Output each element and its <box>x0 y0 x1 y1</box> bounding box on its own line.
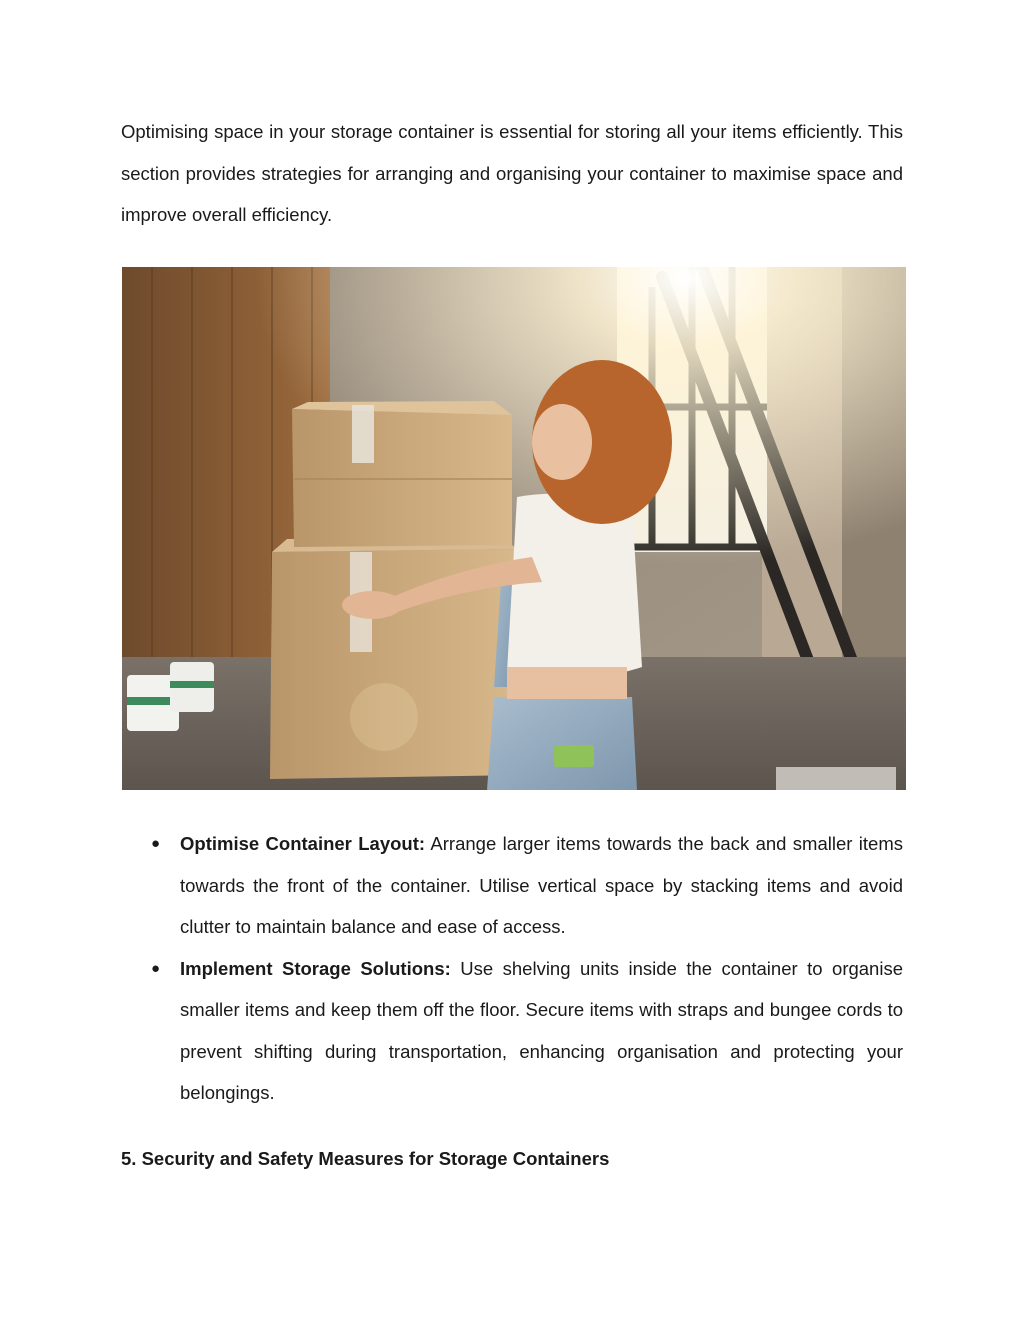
page-body <box>121 111 903 236</box>
photo-illustration <box>122 267 906 790</box>
tips-list <box>121 823 903 1114</box>
list-item-text: Arrange larger items towards the back and smaller items towards the front of the container. Utilise vertical space by stacking items and avoid clutter to maintain balance and ease of access. <box>180 833 904 937</box>
list-item-text: Use shelving units inside the container to organise smaller items and keep them off the floor. Secure items with straps and bungee cords to prevent shifting during transportation, enhancing organisation and protecting your belongings. <box>180 957 903 1103</box>
storage-photo <box>122 267 906 790</box>
list-item-title: Optimise Container Layout: <box>180 833 426 854</box>
bullet-icon: ● <box>151 835 161 852</box>
bullet-icon: ● <box>151 959 161 977</box>
section-heading: 5. Security and Safety Measures for Storage Containers <box>121 1148 610 1169</box>
intro-paragraph: Optimising space in your storage container is essential for storing all your items efficiently. This section provides strategies for arranging and organising your container to maximise space and improve overall efficiency. <box>121 121 903 225</box>
list-item <box>121 948 903 1114</box>
list-item <box>121 823 903 948</box>
list-item-title: Implement Storage Solutions: <box>180 957 451 979</box>
